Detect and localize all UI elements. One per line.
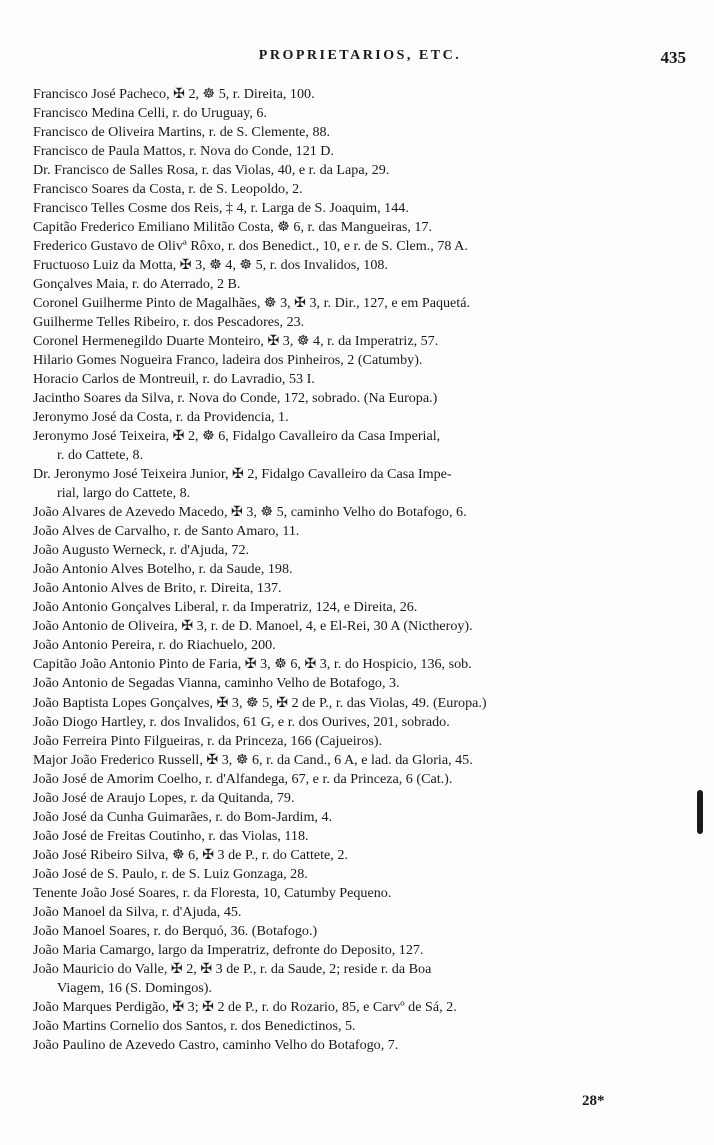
list-entry — [33, 865, 685, 884]
list-entry — [33, 123, 685, 142]
list-entry — [33, 275, 685, 294]
entry-text: João Martins Cornelio dos Santos, r. dos Benedictinos, 5. — [33, 1017, 356, 1034]
entry-text: João José de Araujo Lopes, r. da Quitanda, 79. — [33, 789, 295, 806]
list-entry — [33, 579, 685, 598]
list-entry — [33, 218, 685, 237]
entry-text: Fructuoso Luiz da Motta, ✠ 3, ☸ 4, ☸ 5, r. dos Invalidos, 108. — [33, 257, 388, 274]
entry-text: Francisco de Oliveira Martins, r. de S. Clemente, 88. — [33, 124, 331, 141]
printer-signature-mark: 28* — [582, 1093, 605, 1109]
list-entry — [33, 85, 685, 104]
entry-text: João Manoel Soares, r. do Berquó, 36. (Botafogo.) — [33, 922, 318, 939]
entry-text: João Paulino de Azevedo Castro, caminho Velho do Botafogo, 7. — [33, 1036, 399, 1053]
entry-text: João Antonio de Oliveira, ✠ 3, r. de D. Manoel, 4, e El-Rei, 30 A (Nictheroy). — [33, 618, 473, 635]
list-entry — [33, 256, 685, 275]
list-entry — [33, 617, 685, 636]
entry-text: Guilherme Telles Ribeiro, r. dos Pescadores, 23. — [33, 314, 305, 331]
entry-text: João Manoel da Silva, r. d'Ajuda, 45. — [33, 903, 242, 920]
list-entry — [33, 884, 685, 903]
entry-text: Dr. Jeronymo José Teixeira Junior, ✠ 2, Fidalgo Cavalleiro da Casa Impe- — [33, 466, 452, 483]
list-entry — [33, 522, 685, 541]
entry-text: João Antonio de Segadas Vianna, caminho Velho de Botafogo, 3. — [33, 675, 400, 692]
list-entry — [33, 941, 685, 960]
entry-text: João Alvares de Azevedo Macedo, ✠ 3, ☸ 5, caminho Velho do Botafogo, 6. — [33, 504, 467, 521]
entry-text: Horacio Carlos de Montreuil, r. do Lavradio, 53 I. — [33, 371, 315, 388]
entry-text: João José de S. Paulo, r. de S. Luiz Gonzaga, 28. — [33, 865, 308, 882]
entry-text: João José da Cunha Guimarães, r. do Bom-Jardim, 4. — [33, 808, 333, 825]
list-entry — [33, 960, 685, 998]
list-entry — [33, 408, 685, 427]
list-entry — [33, 389, 685, 408]
list-entry — [33, 1036, 685, 1055]
entry-text: João Antonio Pereira, r. do Riachuelo, 200. — [33, 637, 276, 654]
entry-text: Hilario Gomes Nogueira Franco, ladeira dos Pinheiros, 2 (Catumby). — [33, 352, 423, 369]
page-number: 435 — [660, 48, 686, 67]
entry-text: Francisco Soares da Costa, r. de S. Leopoldo, 2. — [33, 181, 303, 198]
entry-text: João Maria Camargo, largo da Imperatriz, defronte do Deposito, 127. — [33, 941, 424, 958]
entry-text: Tenente João José Soares, r. da Floresta, 10, Catumby Pequeno. — [33, 884, 392, 901]
entry-text: João Ferreira Pinto Filgueiras, r. da Princeza, 166 (Cajueiros). — [33, 732, 383, 749]
entry-text: Coronel Guilherme Pinto de Magalhães, ☸ 3, ✠ 3, r. Dir., 127, e em Paquetá. — [33, 295, 470, 312]
list-entry — [33, 237, 685, 256]
list-entry — [33, 370, 685, 389]
list-entry — [33, 313, 685, 332]
entry-text: Dr. Francisco de Salles Rosa, r. das Violas, 40, e r. da Lapa, 29. — [33, 162, 390, 179]
entry-text: João José Ribeiro Silva, ☸ 6, ✠ 3 de P., r. do Cattete, 2. — [33, 846, 348, 863]
list-entry — [33, 427, 685, 465]
entry-text: Jeronymo José da Costa, r. da Providencia, 1. — [33, 409, 289, 426]
entry-text: Frederico Gustavo de Olivª Rôxo, r. dos Benedict., 10, e r. de S. Clem., 78 A. — [33, 238, 468, 255]
list-entry — [33, 294, 685, 313]
entry-text: João Mauricio do Valle, ✠ 2, ✠ 3 de P., r. da Saude, 2; reside r. da Boa — [33, 960, 432, 977]
list-entry — [33, 104, 685, 123]
list-entry — [33, 351, 685, 370]
list-entry — [33, 808, 685, 827]
list-entry — [33, 789, 685, 808]
list-entry — [33, 694, 685, 713]
entry-text: João Marques Perdigão, ✠ 3; ✠ 2 de P., r. do Rozario, 85, e Carvº de Sá, 2. — [33, 998, 457, 1015]
list-entry — [33, 465, 685, 503]
running-head-title: PROPRIETARIOS, ETC. — [258, 48, 462, 63]
list-entry — [33, 541, 685, 560]
entry-text: Jacintho Soares da Silva, r. Nova do Conde, 172, sobrado. (Na Europa.) — [33, 390, 438, 407]
list-entry — [33, 827, 685, 846]
entry-text: João Baptista Lopes Gonçalves, ✠ 3, ☸ 5, ✠ 2 de P., r. das Violas, 49. (Europa.) — [33, 694, 487, 711]
list-entry — [33, 713, 685, 732]
entry-continuation: Viagem, 16 (S. Domingos). — [57, 979, 212, 996]
list-entry — [33, 998, 685, 1017]
entry-text: Jeronymo José Teixeira, ✠ 2, ☸ 6, Fidalgo Cavalleiro da Casa Imperial, — [33, 428, 441, 445]
entry-text: João Augusto Werneck, r. d'Ajuda, 72. — [33, 542, 250, 559]
entry-text: João José de Freitas Coutinho, r. das Violas, 118. — [33, 827, 309, 844]
entry-text: Major João Frederico Russell, ✠ 3, ☸ 6, r. da Cand., 6 A, e lad. da Gloria, 45. — [33, 751, 473, 768]
list-entry — [33, 922, 685, 941]
list-entry — [33, 732, 685, 751]
entry-continuation: r. do Cattete, 8. — [57, 447, 144, 464]
list-entry — [33, 503, 685, 522]
entry-text: Capitão João Antonio Pinto de Faria, ✠ 3, ☸ 6, ✠ 3, r. do Hospicio, 136, sob. — [33, 656, 472, 673]
entry-text: Francisco de Paula Mattos, r. Nova do Conde, 121 D. — [33, 143, 335, 160]
list-entry — [33, 598, 685, 617]
entry-continuation: rial, largo do Cattete, 8. — [57, 485, 191, 502]
list-entry — [33, 846, 685, 865]
entry-text: João Antonio Gonçalves Liberal, r. da Imperatriz, 124, e Direita, 26. — [33, 599, 418, 616]
list-entry — [33, 674, 685, 693]
list-entry — [33, 655, 685, 674]
list-entry — [33, 332, 685, 351]
entry-text: João José de Amorim Coelho, r. d'Alfandega, 67, e r. da Princeza, 6 (Cat.). — [33, 770, 453, 787]
entry-text: Capitão Frederico Emiliano Militão Costa, ☸ 6, r. das Mangueiras, 17. — [33, 219, 432, 236]
page-header — [30, 48, 690, 72]
list-entry — [33, 161, 685, 180]
margin-ink-mark — [697, 790, 703, 834]
list-entry — [33, 199, 685, 218]
list-entry — [33, 770, 685, 789]
entry-text: João Antonio Alves de Brito, r. Direita, 137. — [33, 580, 282, 597]
proprietor-list — [33, 85, 685, 1055]
list-entry — [33, 903, 685, 922]
entry-text: João Diogo Hartley, r. dos Invalidos, 61 G, e r. dos Ourives, 201, sobrado. — [33, 713, 450, 730]
entry-text: Coronel Hermenegildo Duarte Monteiro, ✠ 3, ☸ 4, r. da Imperatriz, 57. — [33, 333, 439, 350]
list-entry — [33, 1017, 685, 1036]
entry-text: Francisco Medina Celli, r. do Uruguay, 6. — [33, 105, 267, 122]
entry-text: João Alves de Carvalho, r. de Santo Amaro, 11. — [33, 523, 300, 540]
entry-text: João Antonio Alves Botelho, r. da Saude, 198. — [33, 561, 293, 578]
entry-text: Gonçalves Maia, r. do Aterrado, 2 B. — [33, 276, 241, 293]
entry-text: Francisco Telles Cosme dos Reis, ‡ 4, r. Larga de S. Joaquim, 144. — [33, 200, 409, 217]
list-entry — [33, 142, 685, 161]
list-entry — [33, 180, 685, 199]
entry-text: Francisco José Pacheco, ✠ 2, ☸ 5, r. Direita, 100. — [33, 86, 315, 102]
list-entry — [33, 751, 685, 770]
list-entry — [33, 636, 685, 655]
list-entry — [33, 560, 685, 579]
